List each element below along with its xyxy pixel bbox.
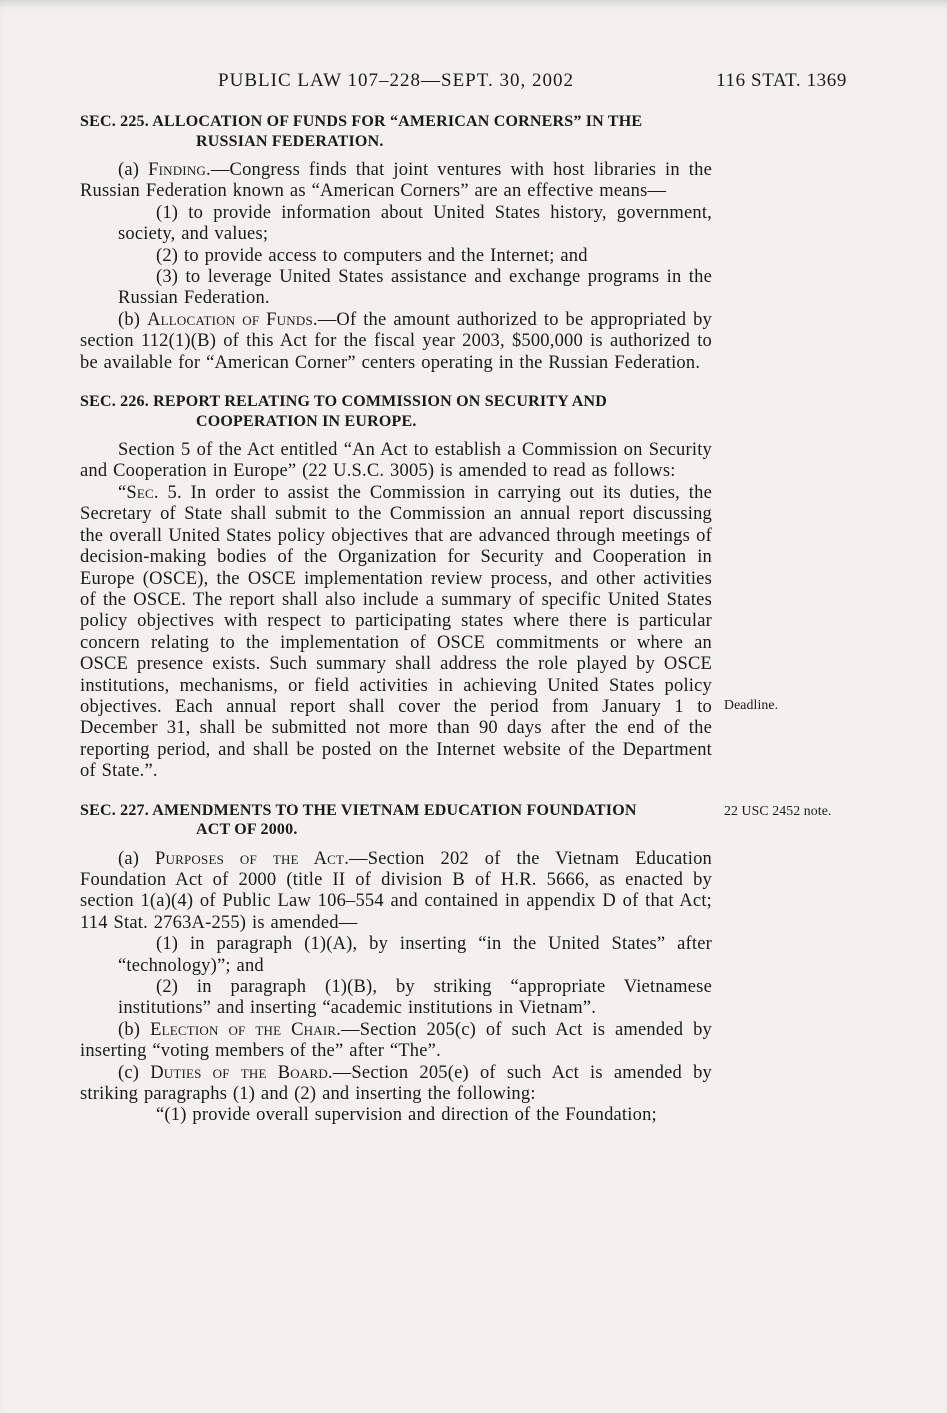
text-column: [80, 112, 832, 1127]
para-label: (a): [118, 160, 149, 180]
para-label: (a): [118, 848, 156, 869]
running-head-law-title: PUBLIC LAW 107–228—SEPT. 30, 2002: [218, 70, 574, 91]
sec-226-para-intro: Section 5 of the Act entitled “An Act to establish a Commission on Security and Cooperation in Europe” (22 U.S.C. 3005) is amended to read as follows:: [80, 440, 712, 482]
para-label: (b): [118, 309, 148, 330]
sec-227-para-c: [80, 1063, 712, 1106]
sec-227-para-b: [80, 1020, 712, 1063]
sec-226-quoted-sec5: [80, 482, 779, 783]
sec-227-para-a: [80, 849, 712, 935]
sec-227-item-1: (1) in paragraph (1)(A), by inserting “in the United States” after “technology)”; and: [118, 934, 712, 976]
sec-227-heading-line-2: ACT OF 2000.: [196, 821, 298, 839]
sec-226-heading-line-1: SEC. 226. REPORT RELATING TO COMMISSION ON SECURITY AND: [80, 393, 607, 411]
sec-225-item-2: (2) to provide access to computers and the Internet; and: [156, 245, 588, 266]
para-term: Finding: [148, 160, 206, 180]
running-head-stat-page: 116 STAT. 1369: [716, 70, 847, 91]
sec-225-item-3: (3) to leverage United States assistance and exchange programs in the Russian Federation.: [118, 267, 712, 309]
para-text: .—Of the amount authorized to be appropriated by section 112(1)(B) of this Act for the fiscal year 2003, $500,000 is authorized to be available for “American Corner” centers operating in the Russian Federation.: [80, 309, 713, 373]
para-term: Purposes of the Act: [155, 848, 345, 869]
sec-225-heading: [80, 112, 712, 151]
para-term: Allocation of Funds: [147, 309, 313, 330]
margin-note-usc: 22 USC 2452 note.: [724, 802, 832, 818]
para-term: Sec.: [126, 482, 159, 503]
para-label: (c): [118, 1062, 151, 1083]
sec-225-heading-line-2: RUSSIAN FEDERATION.: [196, 132, 384, 150]
sec-225-para-a: [80, 160, 712, 203]
sec-226-heading: [80, 392, 712, 431]
margin-note-deadline: Deadline.: [724, 696, 779, 712]
para-text: .—Section 205(c) of such Act is amended by inserting “voting members of the” after “The”.: [80, 1019, 712, 1062]
para-label: (b): [118, 1019, 151, 1040]
sec-225-heading-line-1: SEC. 225. ALLOCATION OF FUNDS FOR “AMERICAN CORNERS” IN THE: [80, 113, 643, 130]
sec-226-heading-line-2: COOPERATION IN EUROPE.: [196, 412, 417, 430]
para-text: .—Section 202 of the Vietnam Education Foundation Act of 2000 (title II of division B of H.R. 5666, as enacted by section 1(a)(4) of Public Law 106–554 and contained in appendix D of that Act; 114 Stat. 2763A-255) is amended—: [80, 848, 712, 933]
sec-227-quoted-item-1: “(1) provide overall supervision and direction of the Foundation;: [156, 1105, 657, 1126]
para-term: Election of the Chair: [150, 1019, 337, 1040]
quote-open: “: [118, 482, 127, 503]
sec-227-item-2: (2) in paragraph (1)(B), by striking “appropriate Vietnamese institutions” and inserting “academic institutions in Vietnam”.: [118, 977, 712, 1019]
para-text: .—Section 205(e) of such Act is amended by striking paragraphs (1) and (2) and inserting the following:: [80, 1062, 712, 1105]
para-term: Duties of the Board: [150, 1062, 328, 1083]
sec-225-para-b: [80, 310, 712, 374]
para-text: .—Congress finds that joint ventures with host libraries in the Russian Federation known as “American Corners” are an effective means—: [80, 160, 712, 202]
sec-227-heading-line-1: SEC. 227. AMENDMENTS TO THE VIETNAM EDUCATION FOUNDATION: [80, 801, 637, 819]
para-text: 5. In order to assist the Commission in carrying out its duties, the Secretary of State shall submit to the Commission an annual report discussing the overall United States policy objectives that are advanced through meetings of decision-making bodies of the Organization for Security and Cooperation in Europe (OSCE), the OSCE implementation review process, and other activities of the OSCE. The report shall also include a summary of specific United States policy objectives with respect to participating states where there is particular concern relating to the implementation of OSCE commitments or where an OSCE presence exists. Such summary shall address the role played by OSCE institutions, mechanisms, or field activities in achieving United States policy objectives. Each annual report shall cover the period from January 1 to December 31, shall be submitted not more than 90 days after the end of the reporting period, and shall be posted on the Internet website of the Department of State.”.: [80, 482, 712, 782]
sec-225-item-1: (1) to provide information about United States history, government, society, and values;: [118, 202, 712, 245]
sec-227-heading: [80, 801, 832, 840]
